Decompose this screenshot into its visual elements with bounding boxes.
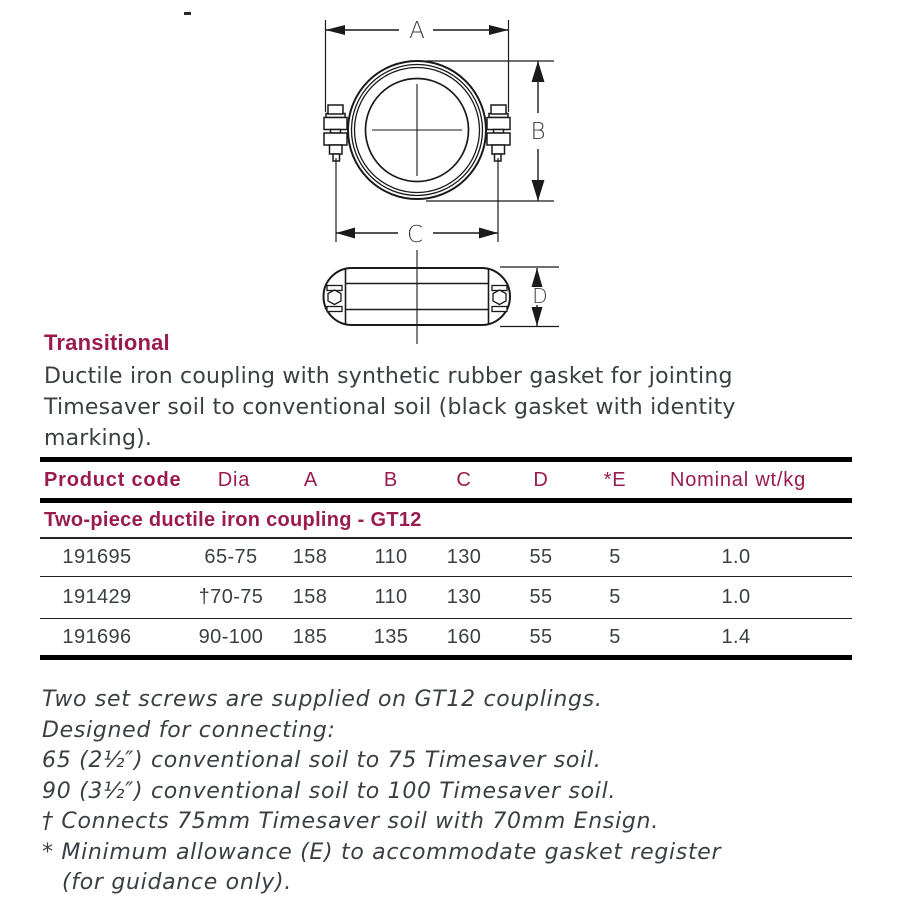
- table-rule-bottom: [40, 655, 852, 660]
- cell-e: 5: [609, 626, 621, 648]
- cell-product-code: 191429: [62, 586, 132, 608]
- table-rule-top: [40, 457, 852, 462]
- coupling-technical-drawing: [280, 0, 610, 350]
- cell-product-code: 191696: [62, 626, 132, 648]
- print-speck: [184, 12, 191, 15]
- section-description: [44, 361, 736, 454]
- col-header-weight: Nominal wt/kg: [670, 469, 806, 491]
- footnotes: [42, 685, 721, 899]
- cell-e: 5: [609, 586, 621, 608]
- footnote-line: Two set screws are supplied on GT12 couplings.: [42, 687, 603, 712]
- cell-a: 158: [292, 546, 328, 568]
- cell-dia: 65-75: [204, 546, 258, 568]
- col-header-c: C: [456, 469, 472, 491]
- left-bolt-lug: [324, 105, 347, 161]
- footnote-line: 90 (3½″) conventional soil to 100 Timesaver soil.: [42, 778, 617, 804]
- col-header-product-code: Product code: [44, 469, 182, 491]
- dim-label-d: D: [532, 284, 548, 308]
- cell-c: 130: [446, 546, 482, 568]
- footnote-line-asterisk: * Minimum allowance (E) to accommodate gasket register: [42, 839, 722, 865]
- description-line: marking).: [44, 426, 153, 451]
- side-left-bolt: [327, 286, 342, 312]
- table-rule-header: [40, 498, 852, 503]
- dim-label-c: C: [406, 222, 424, 248]
- cell-b: 135: [373, 626, 409, 648]
- cell-d: 55: [529, 546, 553, 568]
- col-header-a: A: [303, 469, 319, 491]
- table-header-row: [40, 463, 852, 498]
- cell-weight: 1.0: [721, 546, 751, 568]
- front-view: [324, 61, 510, 199]
- cell-a: 158: [292, 586, 328, 608]
- cell-c: 130: [446, 586, 482, 608]
- dimension-b: [426, 61, 554, 201]
- footnote-line-dagger: † Connects 75mm Timesaver soil with 70mm Ensign.: [42, 809, 659, 834]
- side-view: [324, 250, 511, 344]
- table-group-row: [40, 503, 852, 537]
- col-header-e: *E: [603, 469, 627, 491]
- description-line: Ductile iron coupling with synthetic rubber gasket for jointing: [44, 364, 733, 389]
- col-header-d: D: [533, 469, 549, 491]
- cell-weight: 1.4: [721, 626, 751, 648]
- col-header-dia: Dia: [217, 469, 251, 491]
- cell-dia: 90-100: [198, 626, 264, 648]
- group-label: Two-piece ductile iron coupling - GT12: [44, 509, 422, 531]
- cell-d: 55: [529, 626, 553, 648]
- footnote-line: Designed for connecting:: [42, 717, 336, 743]
- description-line: Timesaver soil to conventional soil (black gasket with identity: [44, 395, 736, 420]
- cell-c: 160: [446, 626, 482, 648]
- section-title: Transitional: [44, 330, 170, 355]
- footnote-line: 65 (2½″) conventional soil to 75 Timesaver soil.: [42, 748, 602, 773]
- col-header-b: B: [383, 469, 399, 491]
- table-row: [40, 577, 852, 617]
- cell-b: 110: [374, 546, 408, 568]
- table-row: [40, 619, 852, 655]
- table-row: [40, 539, 852, 576]
- side-right-bolt: [492, 286, 507, 312]
- dim-label-b: B: [530, 119, 546, 145]
- cell-product-code: 191695: [62, 546, 132, 568]
- cell-e: 5: [609, 546, 621, 568]
- cell-d: 55: [529, 586, 553, 608]
- product-table: [40, 457, 852, 660]
- cell-b: 110: [374, 586, 408, 608]
- cell-a: 185: [292, 626, 328, 648]
- dim-label-a: A: [409, 18, 425, 44]
- right-bolt-lug: [487, 105, 510, 161]
- cell-dia: †70-75: [198, 586, 264, 608]
- cell-weight: 1.0: [721, 586, 751, 608]
- footnote-line-continuation: (for guidance only).: [62, 870, 292, 895]
